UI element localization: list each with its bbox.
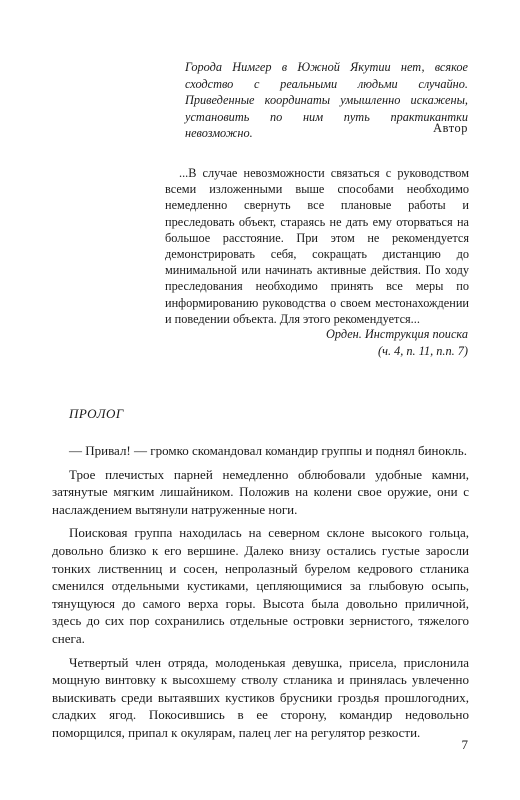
epigraph-source-reference: (ч. 4, п. 11, п.п. 7) bbox=[378, 344, 468, 358]
epigraph-text: ...В случае невозможности связаться с руководством всеми изложенными выше способами необходимо немедленно свернуть все плановые работы и преследовать объект, стараясь не дать ему оторваться на большое расстояние. При этом не рекомендуется демонстрировать себя, сокращать дистанцию до минимальной или начинать активные действия. По ходу преследования необходимо принять все меры по информированию руководства о своем местонахождении и поведении объекта. Для этого рекомендуется... bbox=[165, 166, 469, 326]
chapter-heading: ПРОЛОГ bbox=[69, 406, 124, 421]
paragraph: Трое плечистых парней немедленно облюбовали удобные камни, затянутые мягким лишайником. Положив на колени свое оружие, они с наслаждением вытянули натруженные ноги. bbox=[52, 466, 469, 517]
disclaimer-author: Автор bbox=[433, 121, 468, 135]
epigraph-source-title: Орден. Инструкция поиска bbox=[325, 327, 468, 341]
disclaimer-note: Города Нимгер в Южной Якутии нет, всякое сходство с реальными людьми случайно. Приведенные координаты умышленно искажены, установить по ним путь практикантки невозможно. bbox=[185, 60, 468, 141]
paragraph: — Привал! — громко скомандовал командир группы и поднял бинокль. bbox=[69, 443, 467, 458]
paragraph: Поисковая группа находилась на северном склоне высокого гольца, довольно близко к его вершине. Далеко внизу остались густые заросли тонких лиственниц и сосен, непролазный бурелом кедрового стланика сменился отдельными кустиками, цепляющимися за глыбовую осыпь, тянущуюся до самого верха горы. Высота была довольно приличной, здесь до сих пор сохранились отдельные островки зернистого, тяжелого снега. bbox=[52, 525, 469, 646]
page-number: 7 bbox=[461, 737, 468, 752]
chapter-body bbox=[52, 442, 469, 748]
paragraph: Четвертый член отряда, молоденькая девушка, присела, прислонила мощную винтовку к высохшему стволу стланика и принялась увлеченно выискивать среди вытаявших кустиков брусники гроздья прошлогодних, сладких ягод. Покосившись в ее сторону, командир недовольно поморщился, припал к окулярам, палец лег на регулятор резкости. bbox=[52, 654, 469, 740]
